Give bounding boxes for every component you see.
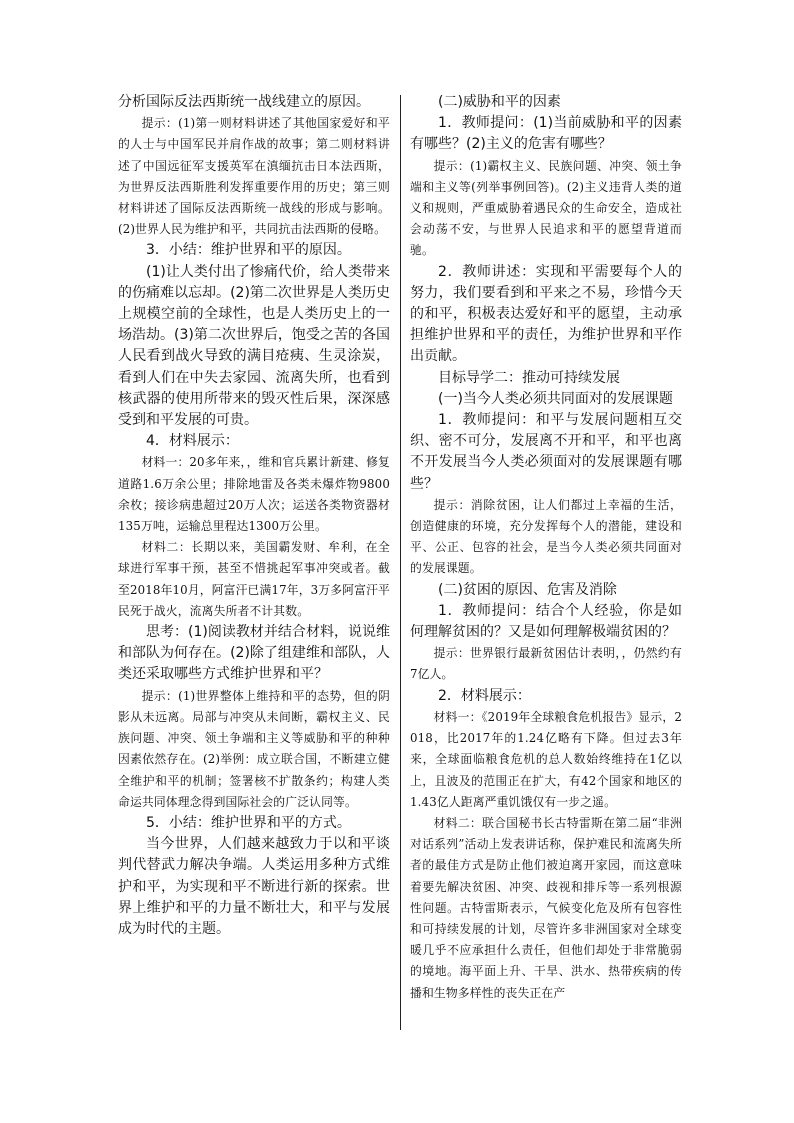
material-paragraph: 材料二：长期以来，美国霸发财、牟利，在全球进行军事干预，甚至不惜挑起军事冲突或者。截至2018年10月，阿富汗已满17年，3万多阿富汗平民死于战火，流离失所者不计其数。 xyxy=(118,540,390,618)
section-heading: (二)威胁和平的因素 xyxy=(438,94,561,110)
question-paragraph: 1．教师提问：和平与发展问题相互交织、密不可分，发展离不开和平，和平也离不开发展当今人类必须面对的发展课题有哪些？ xyxy=(410,412,682,492)
summary-heading: 5．小结：维护世界和平的方式。 xyxy=(146,814,351,831)
material-heading: 2．材料展示： xyxy=(438,687,531,704)
goal-heading: 目标导学二：推动可持续发展 xyxy=(438,369,620,386)
material-paragraph: 材料一：《2019年全球粮食危机报告》显示，2018，比2017年的1.24亿略有下降。但过去3年来，全球面临粮食危机的总人数始终维持在1亿以上，且波及的范围正在扩大，有42个国家和地区的1.43亿人距离严重饥饿仅有一步之遥。 xyxy=(410,709,682,809)
left-paragraph: 分析国际反法西斯统一战线建立的原因。 xyxy=(118,94,370,110)
question-paragraph: 1．教师提问：结合个人经验，你是如何理解贫困的？又是如何理解极端贫困的？ xyxy=(410,602,682,641)
material-paragraph: 材料二：联合国秘书长古特雷斯在第二届“非洲对话系列”活动上发表讲话称，保护难民和流离失所者的最佳方式是防止他们被迫离开家园，而这意味着要先解决贫困、冲突、歧视和排斥等一系列根源性问题。古特雷斯表示，气候变化危及所有包容性和可持续发展的计划，尽管许多非洲国家对全球变暖几乎不应承担什么责任，但他们却处于非常脆弱的境地。海平面上升、干旱、洪水、热带疾病的传播和生物多样性的丧失正在产 xyxy=(410,815,682,1000)
question-paragraph: 思考：(1)阅读教材并结合材料，说说维和部队为何存在。(2)除了组建维和部队，人类还采取哪些方式维护世界和平？ xyxy=(118,624,390,683)
section-heading: (二)贫困的原因、危害及消除 xyxy=(438,581,617,598)
material-heading: 4．材料展示： xyxy=(146,433,239,450)
right-column xyxy=(410,92,682,1004)
left-paragraph: (1)让人类付出了惨痛代价，给人类带来的伤痛难以忘却。(2)第二次世界是人类历史上规模空前的全球性，也是人类历史上的一场浩劫。(3)第二次世界后，饱受之苦的各国人民看到战火导致的满目疮痍、生灵涂炭，看到人们在中失去家园、流离失所，也看到核武器的使用所带来的毁灭性后果，深深感受到和平发展的可贵。 xyxy=(118,263,390,429)
left-column xyxy=(118,92,390,940)
hint-paragraph: 提示：(1)霸权主义、民族问题、冲突、领土争端和主义等(列举事例回答)。(2)主义违背人类的道义和规则，严重威胁着遇民众的生命安全，造成社会动荡不安，与世界人民追求和平的愿望背道而驰。 xyxy=(410,158,682,258)
hint-paragraph: 提示：(1)第一则材料讲述了其他国家爱好和平的人士与中国军民并肩作战的故事；第二则材料讲述了中国远征军支援英军在滇缅抗击日本法西斯，为世界反法西斯胜利发挥重要作用的历史；第三则材料讲述了国际反法西斯统一战线的形成与影响。(2)世界人民为维护和平，共同抗击法西斯的侵略。 xyxy=(118,116,390,237)
hint-paragraph: 提示：(1)世界整体上维持和平的态势，但的阴影从未远离。局部与冲突从未间断，霸权主义、民族问题、冲突、领土争端和主义等威胁和平的种种因素依然存在。(2)举例：成立联合国，不断建立健全维护和平的机制；签署核不扩散条约；构建人类命运共同体理念得到国际社会的广泛认同等。 xyxy=(118,688,390,809)
material-paragraph: 材料一：20多年来，，维和官兵累计新建、修复道路1.6万余公里；排除地雷及各类未爆炸物9800余枚；接诊病患超过20万人次；运送各类物资器材135万吨，运输总里程达1300万公里。 xyxy=(118,455,390,534)
section-heading: (一)当今人类必须共同面对的发展课题 xyxy=(438,390,673,407)
left-paragraph: 当今世界，人们越来越致力于以和平谈判代替武力解决争端。人类运用多种方式维护和平，为实现和平不断进行新的探索。世界上维护和平的力量不断壮大，和平与发展成为时代的主题。 xyxy=(118,836,390,937)
hint-paragraph: 提示：世界银行最新贫困估计表明，，仍然约有7亿人。 xyxy=(410,646,682,682)
hint-paragraph: 提示：消除贫困，让人们都过上幸福的生活，创造健康的环境，充分发挥每个人的潜能，建设和平、公正、包容的社会，是当今人类必须共同面对的发展课题。 xyxy=(410,497,682,576)
right-paragraph: 2．教师讲述：实现和平需要每个人的努力，我们要看到和平来之不易，珍惜今天的和平，积极表达爱好和平的愿望，主动承担维护世界和平的责任，为维护世界和平作出贡献。 xyxy=(410,263,682,365)
column-divider xyxy=(400,95,401,1030)
summary-heading: 3．小结：维护世界和平的原因。 xyxy=(146,242,351,259)
question-paragraph: 1．教师提问：(1)当前威胁和平的因素有哪些？(2)主义的危害有哪些？ xyxy=(410,115,682,153)
